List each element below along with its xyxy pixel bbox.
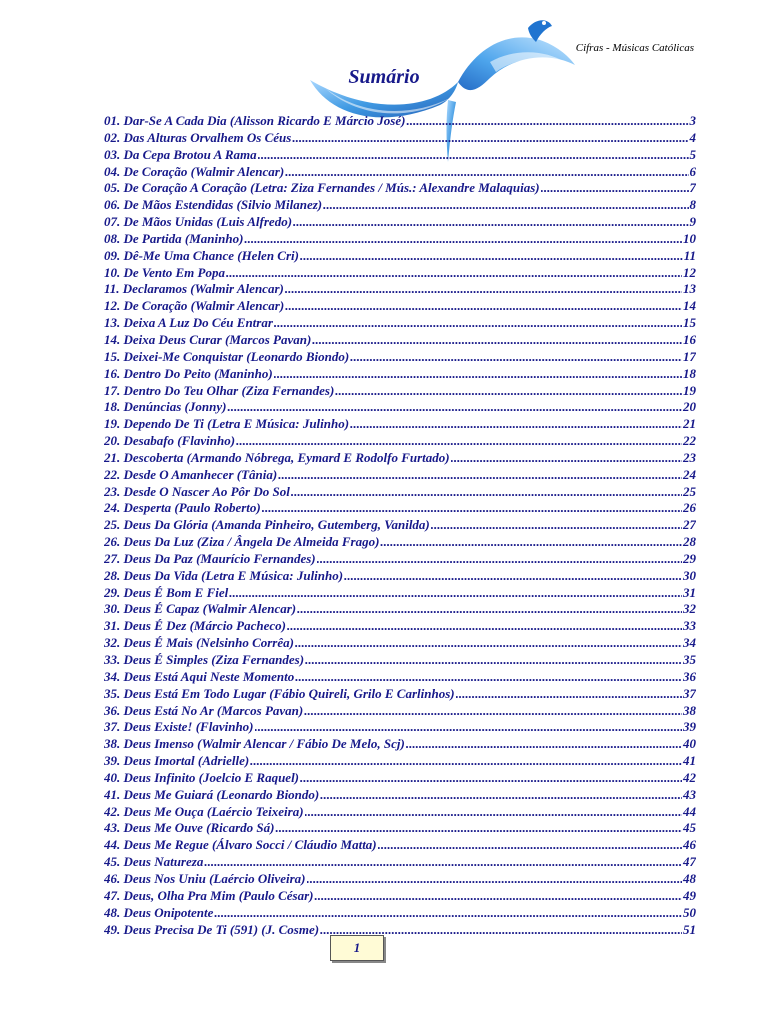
toc-entry-title: 02. Das Alturas Orvalhem Os Céus	[104, 129, 292, 145]
toc-entry-title: 24. Desperta (Paulo Roberto)	[104, 500, 261, 516]
toc-entry-title: 01. Dar-Se A Cada Dia (Alisson Ricardo E Márcio José)	[104, 113, 406, 128]
toc-dot-leader	[250, 753, 682, 770]
toc-entry[interactable]	[104, 248, 696, 265]
toc-entry-title: 14. Deixa Deus Curar (Marcos Pavan)	[104, 331, 312, 347]
toc-entry[interactable]	[104, 332, 696, 349]
toc-entry-page: 11	[683, 247, 696, 263]
toc-entry-title: 16. Dentro Do Peito (Maninho)	[104, 365, 273, 381]
toc-entry-page: 14	[683, 298, 696, 314]
toc-entry-title: 41. Deus Me Guiará (Leonardo Biondo)	[104, 786, 320, 802]
toc-entry[interactable]	[104, 517, 696, 534]
toc-entry[interactable]	[104, 265, 696, 282]
toc-dot-leader	[214, 905, 682, 922]
toc-entry-title: 31. Deus É Dez (Márcio Pacheco)	[104, 618, 286, 634]
toc-entry-page: 26	[683, 500, 696, 516]
toc-entry-title: 45. Deus Natureza	[104, 854, 204, 870]
toc-dot-leader	[406, 113, 688, 130]
toc-entry-page: 20	[683, 399, 696, 415]
toc-dot-leader	[229, 585, 682, 602]
toc-dot-leader	[378, 837, 682, 854]
toc-entry-page: 15	[683, 315, 696, 331]
toc-entry[interactable]	[104, 905, 696, 922]
toc-entry[interactable]	[104, 804, 696, 821]
toc-entry[interactable]	[104, 736, 696, 753]
toc-entry-page: 19	[683, 382, 696, 398]
toc-entry-page: 31	[683, 584, 696, 600]
toc-entry[interactable]	[104, 753, 696, 770]
toc-entry[interactable]	[104, 231, 696, 248]
toc-entry-page: 18	[683, 365, 696, 381]
toc-dot-leader	[258, 147, 689, 164]
toc-entry[interactable]	[104, 837, 696, 854]
toc-entry-page: 34	[683, 635, 696, 651]
toc-dot-leader	[287, 618, 682, 635]
toc-entry[interactable]	[104, 349, 696, 366]
toc-entry[interactable]	[104, 467, 696, 484]
toc-entry-page: 9	[689, 214, 696, 230]
toc-entry-page: 17	[683, 348, 696, 364]
toc-dot-leader	[278, 467, 682, 484]
toc-entry[interactable]	[104, 601, 696, 618]
toc-entry[interactable]	[104, 450, 696, 467]
toc-entry-title: 46. Deus Nos Uniu (Laércio Oliveira)	[104, 870, 306, 886]
toc-dot-leader	[323, 197, 688, 214]
page-title: Sumário	[348, 66, 420, 88]
toc-dot-leader	[293, 214, 688, 231]
toc-entry-title: 13. Deixa A Luz Do Céu Entrar	[104, 315, 273, 331]
toc-dot-leader	[305, 652, 682, 669]
toc-entry-title: 48. Deus Onipotente	[104, 904, 214, 920]
toc-entry-title: 22. Desde O Amanhecer (Tânia)	[104, 466, 278, 482]
toc-dot-leader	[307, 871, 683, 888]
toc-entry-title: 11. Declaramos (Walmir Alencar)	[104, 281, 284, 297]
toc-entry-page: 43	[683, 786, 696, 802]
toc-entry[interactable]	[104, 854, 696, 871]
toc-entry-page: 3	[689, 113, 696, 128]
toc-entry[interactable]	[104, 130, 696, 147]
toc-entry-page: 50	[683, 904, 696, 920]
toc-entry-title: 26. Deus Da Luz (Ziza / Ângela De Almeida Frago)	[104, 534, 380, 550]
toc-entry[interactable]	[104, 888, 696, 905]
toc-entry-title: 03. Da Cepa Brotou A Rama	[104, 146, 257, 162]
toc-entry-title: 49. Deus Precisa De Ti (591) (J. Cosme)	[104, 921, 320, 937]
toc-entry[interactable]	[104, 719, 696, 736]
toc-entry-page: 29	[683, 550, 696, 566]
toc-entry-title: 15. Deixei-Me Conquistar (Leonardo Biondo)	[104, 348, 350, 364]
toc-entry-title: 27. Deus Da Paz (Maurício Fernandes)	[104, 550, 316, 566]
toc-entry[interactable]	[104, 315, 696, 332]
toc-entry-title: 23. Desde O Nascer Ao Pôr Do Sol	[104, 483, 290, 499]
toc-dot-leader	[300, 770, 682, 787]
toc-dot-leader	[300, 248, 683, 265]
toc-entry-title: 43. Deus Me Ouve (Ricardo Sá)	[104, 820, 275, 836]
toc-entry-page: 38	[683, 702, 696, 718]
toc-entry-title: 37. Deus Existe! (Flavinho)	[104, 719, 254, 735]
toc-entry-page: 33	[683, 618, 696, 634]
toc-entry-page: 32	[683, 601, 696, 617]
toc-dot-leader	[204, 854, 682, 871]
toc-entry-page: 8	[689, 197, 696, 213]
toc-dot-leader	[380, 534, 682, 551]
toc-dot-leader	[274, 315, 682, 332]
toc-entry[interactable]	[104, 366, 696, 383]
toc-entry-page: 46	[683, 837, 696, 853]
toc-entry[interactable]	[104, 484, 696, 501]
toc-entry-page: 45	[683, 820, 696, 836]
toc-entry-page: 44	[683, 803, 696, 819]
toc-entry-page: 51	[683, 921, 696, 937]
toc-entry[interactable]	[104, 281, 696, 298]
toc-entry-title: 17. Dentro Do Teu Olhar (Ziza Fernandes)	[104, 382, 335, 398]
toc-entry-page: 28	[683, 534, 696, 550]
toc-dot-leader	[350, 349, 682, 366]
toc-dot-leader	[236, 433, 682, 450]
toc-entry[interactable]	[104, 585, 696, 602]
toc-entry-title: 47. Deus, Olha Pra Mim (Paulo César)	[104, 887, 314, 903]
toc-entry-page: 40	[683, 736, 696, 752]
toc-entry-title: 40. Deus Infinito (Joelcio E Raquel)	[104, 769, 300, 785]
toc-entry-title: 34. Deus Está Aqui Neste Momento	[104, 668, 295, 684]
toc-entry[interactable]	[104, 703, 696, 720]
toc-entry[interactable]	[104, 383, 696, 400]
toc-entry[interactable]	[104, 214, 696, 231]
toc-entry[interactable]	[104, 871, 696, 888]
toc-entry-page: 36	[683, 668, 696, 684]
toc-entry[interactable]	[104, 820, 696, 837]
toc-dot-leader	[541, 180, 689, 197]
toc-entry-title: 21. Descoberta (Armando Nóbrega, Eymard E Rodolfo Furtado)	[104, 449, 450, 465]
toc-dot-leader	[244, 231, 682, 248]
toc-entry-title: 36. Deus Está No Ar (Marcos Pavan)	[104, 702, 304, 718]
toc-entry-title: 32. Deus É Mais (Nelsinho Corrêa)	[104, 635, 294, 651]
toc-dot-leader	[335, 383, 682, 400]
toc-dot-leader	[304, 703, 682, 720]
toc-entry-title: 06. De Mãos Estendidas (Silvio Milanez)	[104, 197, 323, 213]
toc-entry[interactable]	[104, 399, 696, 416]
toc-dot-leader	[350, 416, 682, 433]
toc-entry-title: 28. Deus Da Vida (Letra E Música: Julinho)	[104, 567, 344, 583]
toc-dot-leader	[285, 298, 682, 315]
toc-entry-page: 12	[683, 264, 696, 280]
toc-entry-page: 13	[683, 281, 696, 297]
page-number: 1	[330, 935, 384, 961]
toc-entry-page: 37	[683, 685, 696, 701]
toc-entry-page: 41	[683, 753, 696, 769]
toc-entry-title: 07. De Mãos Unidas (Luis Alfredo)	[104, 214, 293, 230]
toc-entry[interactable]	[104, 618, 696, 635]
toc-dot-leader	[226, 265, 682, 282]
toc-entry-page: 23	[683, 449, 696, 465]
toc-entry-page: 24	[683, 466, 696, 482]
toc-dot-leader	[312, 332, 682, 349]
toc-entry-page: 25	[683, 483, 696, 499]
toc-entry[interactable]	[104, 416, 696, 433]
toc-entry-title: 35. Deus Está Em Todo Lugar (Fábio Quireli, Grilo E Carlinhos)	[104, 685, 455, 701]
toc-entry-page: 27	[683, 517, 696, 533]
toc-entry[interactable]	[104, 568, 696, 585]
toc-entry-page: 30	[683, 567, 696, 583]
header-note: Cifras - Músicas Católicas	[575, 42, 694, 54]
toc-entry[interactable]	[104, 197, 696, 214]
toc-entry[interactable]	[104, 551, 696, 568]
toc-entry[interactable]	[104, 669, 696, 686]
toc-dot-leader	[317, 551, 682, 568]
toc-entry[interactable]	[104, 164, 696, 181]
toc-dot-leader	[262, 500, 682, 517]
toc-entry[interactable]	[104, 433, 696, 450]
toc-entry-title: 08. De Partida (Maninho)	[104, 230, 244, 246]
toc-dot-leader	[292, 130, 688, 147]
toc-entry-page: 6	[689, 163, 696, 179]
toc-entry[interactable]	[104, 113, 696, 130]
toc-entry[interactable]	[104, 534, 696, 551]
toc-dot-leader	[406, 736, 682, 753]
toc-entry-page: 47	[683, 854, 696, 870]
toc-entry-title: 39. Deus Imortal (Adrielle)	[104, 753, 250, 769]
toc-dot-leader	[295, 669, 682, 686]
toc-entry-page: 42	[683, 769, 696, 785]
toc-entry-title: 10. De Vento Em Popa	[104, 264, 225, 280]
toc-dot-leader	[297, 601, 682, 618]
toc-dot-leader	[431, 517, 682, 534]
toc-dot-leader	[456, 686, 682, 703]
toc-entry[interactable]	[104, 686, 696, 703]
toc-entry[interactable]	[104, 147, 696, 164]
toc-entry-title: 20. Desabafo (Flavinho)	[104, 433, 236, 449]
toc-entry-page: 48	[683, 870, 696, 886]
toc-dot-leader	[344, 568, 682, 585]
toc-entry-title: 09. Dê-Me Uma Chance (Helen Cri)	[104, 247, 299, 263]
toc-entry-page: 22	[683, 433, 696, 449]
toc-dot-leader	[285, 164, 688, 181]
toc-entry-title: 19. Dependo De Ti (Letra E Música: Julinho)	[104, 416, 350, 432]
toc-dot-leader	[275, 820, 682, 837]
toc-entry[interactable]	[104, 922, 696, 939]
toc-entry-title: 38. Deus Imenso (Walmir Alencar / Fábio De Melo, Scj)	[104, 736, 405, 752]
table-of-contents	[104, 113, 696, 938]
toc-entry-title: 30. Deus É Capaz (Walmir Alencar)	[104, 601, 297, 617]
toc-entry[interactable]	[104, 652, 696, 669]
toc-entry[interactable]	[104, 298, 696, 315]
toc-entry-title: 05. De Coração A Coração (Letra: Ziza Fernandes / Mús.: Alexandre Malaquias)	[104, 180, 540, 196]
toc-dot-leader	[274, 366, 682, 383]
toc-dot-leader	[227, 399, 682, 416]
toc-entry-page: 4	[689, 129, 696, 145]
toc-entry[interactable]	[104, 770, 696, 787]
toc-entry-page: 16	[683, 331, 696, 347]
toc-dot-leader	[305, 804, 682, 821]
toc-entry-title: 44. Deus Me Regue (Álvaro Socci / Cláudio Matta)	[104, 837, 377, 853]
toc-dot-leader	[291, 484, 682, 501]
toc-entry-title: 12. De Coração (Walmir Alencar)	[104, 298, 285, 314]
toc-entry-page: 39	[683, 719, 696, 735]
toc-entry[interactable]	[104, 635, 696, 652]
toc-dot-leader	[320, 787, 682, 804]
toc-dot-leader	[285, 281, 682, 298]
toc-entry-title: 04. De Coração (Walmir Alencar)	[104, 163, 285, 179]
toc-entry[interactable]	[104, 180, 696, 197]
toc-entry-title: 42. Deus Me Ouça (Laércio Teixeira)	[104, 803, 304, 819]
toc-entry-page: 10	[683, 230, 696, 246]
toc-dot-leader	[295, 635, 682, 652]
toc-dot-leader	[314, 888, 682, 905]
toc-entry-page: 5	[689, 146, 696, 162]
toc-entry-title: 25. Deus Da Glória (Amanda Pinheiro, Gutemberg, Vanilda)	[104, 517, 430, 533]
toc-entry[interactable]	[104, 500, 696, 517]
toc-entry-page: 7	[689, 180, 696, 196]
toc-dot-leader	[451, 450, 682, 467]
toc-entry-page: 35	[683, 652, 696, 667]
toc-entry-title: 29. Deus É Bom E Fiel	[104, 584, 229, 600]
toc-entry-title: 33. Deus É Simples (Ziza Fernandes)	[104, 652, 305, 667]
toc-entry-page: 49	[683, 887, 696, 903]
toc-entry[interactable]	[104, 787, 696, 804]
toc-dot-leader	[255, 719, 682, 736]
toc-entry-title: 18. Denúncias (Jonny)	[104, 399, 227, 415]
toc-entry-page: 21	[683, 416, 696, 432]
